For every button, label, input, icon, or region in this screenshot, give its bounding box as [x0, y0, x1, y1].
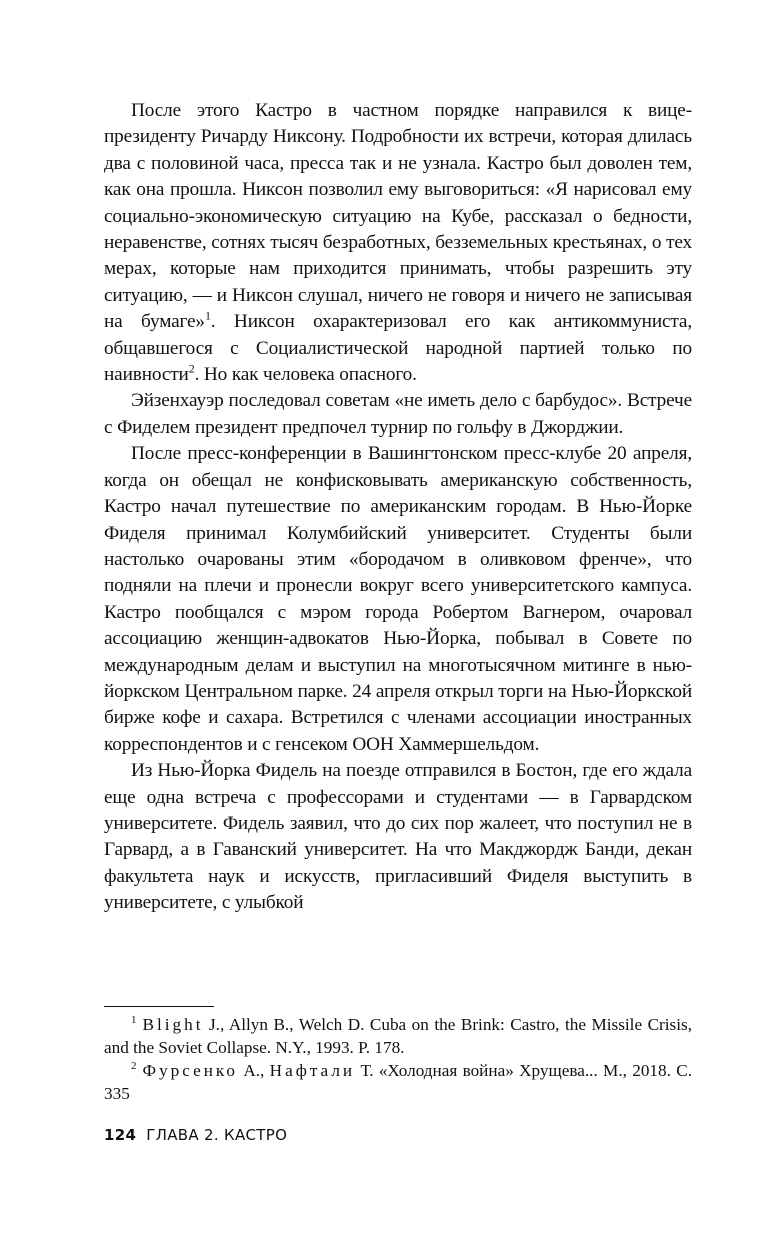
- footnote-author: Фурсенко: [142, 1061, 239, 1080]
- page-number: 124: [104, 1126, 137, 1144]
- running-title: ГЛАВА 2. КАСТРО: [146, 1126, 288, 1144]
- footnote-2: [104, 1059, 692, 1105]
- paragraph-4: [104, 758, 692, 916]
- footnote-divider: [104, 1006, 214, 1007]
- footnote-1: [104, 1013, 692, 1059]
- running-footer: [104, 1126, 287, 1144]
- text-segment: После пресс-конференции в Вашингтонском пресс-клубе 20 апреля, когда он обещал не конфисковывать американскую собственность, Кастро начал путешествие по американским городам. В Нью-Йорке Фиделя принимал Колумбийский университет. Студенты были настолько очарованы этим «бородачом в оливковом френче», что подняли на плечи и пронесли вокруг всего университетского кампуса. Кастро пообщался с мэром города Робертом Вагнером, очаровал ассоциацию женщин-адвокатов Нью-Йорка, побывал в Совете по международным делам и выступил на многотысячном митинге в нью-йоркском Центральном парке. 24 апреля открыл торги на Нью-Йоркской бирже кофе и сахара. Встретился с членами ассоциации иностранных корреспондентов и с генсеком ООН Хаммершельдом.: [104, 443, 692, 755]
- footnote-author: Нафтали: [269, 1061, 356, 1080]
- footnotes: [104, 1013, 692, 1105]
- footnote-number: 1: [131, 1014, 137, 1027]
- text-segment: Эйзенхауэр последовал советам «не иметь дело с барбудос». Встрече с Фиделем президент предпочел турнир по гольфу в Джорджии.: [104, 390, 692, 438]
- text-segment: Из Нью-Йорка Фидель на поезде отправился в Бостон, где его ждала еще одна встреча с профессорами и студентами — в Гарвардском университете. Фидель заявил, что до сих пор жалеет, что поступил не в Гарвард, а в Гаванский университет. На что Макджордж Банди, декан факультета наук и искусств, пригласивший Фиделя выступить в университете, с улыбкой: [104, 760, 692, 914]
- footnote-reference: 1: [204, 308, 211, 323]
- footnote-author: Blight: [142, 1015, 204, 1034]
- paragraph-1: [104, 98, 692, 388]
- body-text: [104, 98, 692, 917]
- text-segment: . Никсон охарактеризовал его как антикоммуниста, общавшегося с Социалистической народной партией только по наивности: [104, 311, 693, 386]
- footnote-text: J., Allyn B., Welch D. Cuba on the Brink: Castro, the Missile Crisis, and the Soviet Collapse. N.Y., 1993. P. 178.: [104, 1015, 692, 1057]
- text-segment: . Но как человека опасного.: [194, 364, 417, 386]
- footnote-text: Т. «Холодная война» Хрущева... М., 2018. С. 335: [104, 1061, 692, 1103]
- paragraph-3: [104, 441, 692, 758]
- footnote-text: А.,: [238, 1061, 270, 1080]
- paragraph-2: [104, 388, 692, 441]
- footnote-number: 2: [131, 1060, 137, 1073]
- text-segment: После этого Кастро в частном порядке направился к вице-президенту Ричарду Никсону. Подробности их встречи, которая длилась два с половиной часа, пресса так и не узнала. Кастро был доволен тем, как она прошла. Никсон позволил ему выговориться: «Я нарисовал ему социально-экономическую ситуацию на Кубе, рассказал о бедности, неравенстве, сотнях тысяч безработных, безземельных крестьянах, о тех мерах, которые нам приходится принимать, чтобы разрешить эту ситуацию, — и Никсон слушал, ничего не говоря и ничего не записывая на бумаге»: [104, 100, 692, 333]
- footnote-reference: 2: [188, 361, 195, 376]
